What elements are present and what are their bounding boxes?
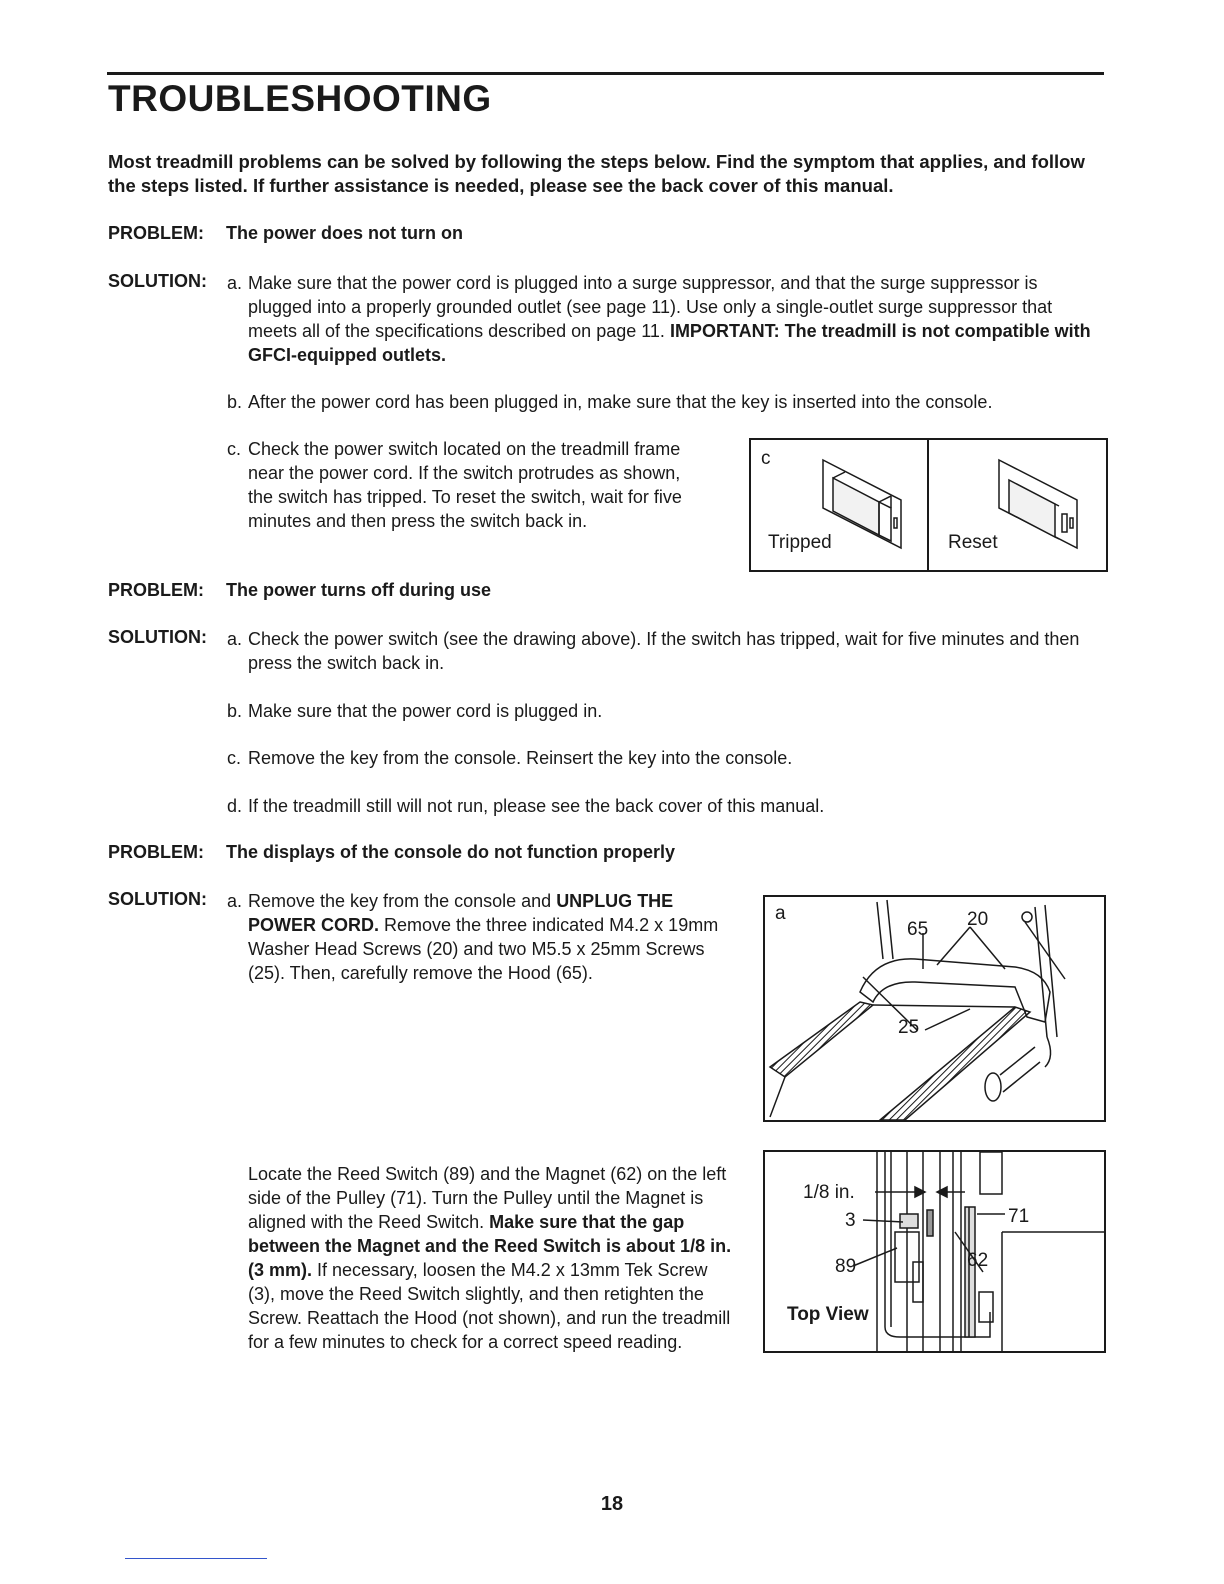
item-text-continued: Remove the three indicated M4.2 x 19mm Washer Head Screws (20) and two M5.5 x 25mm Screws (25). Then, carefully remove the Hood (65). — [248, 915, 719, 983]
solution-3a — [227, 889, 728, 985]
page-number: 18 — [600, 1493, 624, 1515]
item-text: Make sure that the power cord is plugged into a surge suppressor, and that the surge suppressor is plugged into a properly grounded outlet (see page 11). Use only a single-outlet surge suppressor that meets all of the specifications described on page 11. — [248, 273, 1053, 341]
gap-label: 1/8 in. — [803, 1182, 855, 1203]
problem-label: PROBLEM: — [108, 580, 204, 600]
header-rule — [107, 72, 1104, 75]
item-text-continued: If necessary, loosen the M4.2 x 13mm Tek Screw (3), move the Reed Switch slightly, and then retighten the Screw. Reattach the Hood (not shown), and run the treadmill for a few minutes to check for a correct speed reading. — [248, 1260, 731, 1352]
item-letter: c. — [227, 748, 242, 768]
reed-switch-instructions — [248, 1162, 738, 1354]
item-text: Locate the Reed Switch (89) and the Magnet (62) on the left side of the Pulley (71). Turn the Pulley until the Magnet is aligned with the Reed Switch. — [248, 1164, 727, 1232]
unplug-warning: UNPLUG THE POWER CORD. — [248, 891, 674, 935]
solution-1b — [227, 390, 1104, 414]
problem-label: PROBLEM: — [108, 842, 204, 862]
item-text: Make sure that the power cord is plugged in. — [248, 701, 603, 721]
tripped-switch-illustration — [823, 460, 901, 548]
item-text: Check the power switch located on the treadmill frame near the power cord. If the switch protrudes as shown, the switch has tripped. To reset the switch, wait for five minutes and then press the switch back in. — [248, 439, 682, 531]
problem-label: PROBLEM: — [108, 223, 204, 243]
gap-warning: Make sure that the gap between the Magnet and the Reed Switch is about 1/8 in. (3 mm). — [248, 1212, 732, 1280]
problem-text: The power turns off during use — [226, 580, 491, 600]
page-title: TROUBLESHOOTING — [108, 78, 492, 119]
callout-89: 89 — [835, 1256, 857, 1277]
top-view-label: Top View — [787, 1304, 869, 1325]
solution-2b — [227, 699, 1098, 723]
problem-text: The displays of the console do not function properly — [226, 842, 676, 862]
solution-1c — [227, 437, 698, 533]
callout-3: 3 — [845, 1210, 856, 1231]
important-note: IMPORTANT: The treadmill is not compatible with GFCI-equipped outlets. — [248, 321, 1091, 365]
intro-paragraph: Most treadmill problems can be solved by following the steps below. Find the symptom that applies, and follow the steps listed. If further assistance is needed, please see the back cover of this manual. — [108, 151, 1085, 196]
solution-2a — [227, 627, 1098, 675]
figure-power-switch — [749, 438, 1108, 572]
item-letter: b. — [227, 701, 243, 721]
item-letter: a. — [227, 891, 243, 911]
item-letter: a. — [227, 629, 243, 649]
figure-letter: c — [761, 448, 771, 469]
item-text: Remove the key from the console. Reinsert the key into the console. — [248, 748, 793, 768]
solution-2d — [227, 794, 1098, 818]
problem-heading-1 — [108, 223, 463, 244]
problem-heading-2 — [108, 580, 491, 601]
footer-line — [125, 1558, 267, 1559]
solution-2c — [227, 746, 1098, 770]
item-letter: b. — [227, 392, 243, 412]
item-letter: d. — [227, 796, 243, 816]
callout-71: 71 — [1008, 1206, 1030, 1227]
treadmill-hood-drawing — [765, 897, 1104, 1120]
figure-letter: a — [775, 903, 786, 924]
callout-65: 65 — [907, 919, 929, 940]
item-text: If the treadmill still will not run, please see the back cover of this manual. — [248, 796, 825, 816]
item-letter: a. — [227, 273, 243, 293]
callout-20: 20 — [967, 909, 989, 930]
figure-hood-removal — [763, 895, 1106, 1122]
problem-text: The power does not turn on — [226, 223, 463, 243]
reset-switch-illustration — [999, 460, 1077, 548]
figure-reed-switch — [763, 1150, 1106, 1353]
item-text: After the power cord has been plugged in, make sure that the key is inserted into the console. — [248, 392, 993, 412]
callout-25: 25 — [898, 1017, 920, 1038]
problem-heading-3 — [108, 842, 675, 863]
item-letter: c. — [227, 439, 242, 459]
reset-label: Reset — [948, 532, 998, 553]
solution-label: SOLUTION: — [108, 889, 207, 909]
callout-62: 62 — [967, 1250, 989, 1271]
item-text: Remove the key from the console and — [248, 891, 552, 911]
tripped-label: Tripped — [768, 532, 832, 553]
solution-1a — [227, 271, 1104, 367]
solution-label: SOLUTION: — [108, 627, 207, 647]
solution-label: SOLUTION: — [108, 271, 207, 291]
item-text: Check the power switch (see the drawing above). If the switch has tripped, wait for five minutes and then press the switch back in. — [248, 629, 1080, 673]
